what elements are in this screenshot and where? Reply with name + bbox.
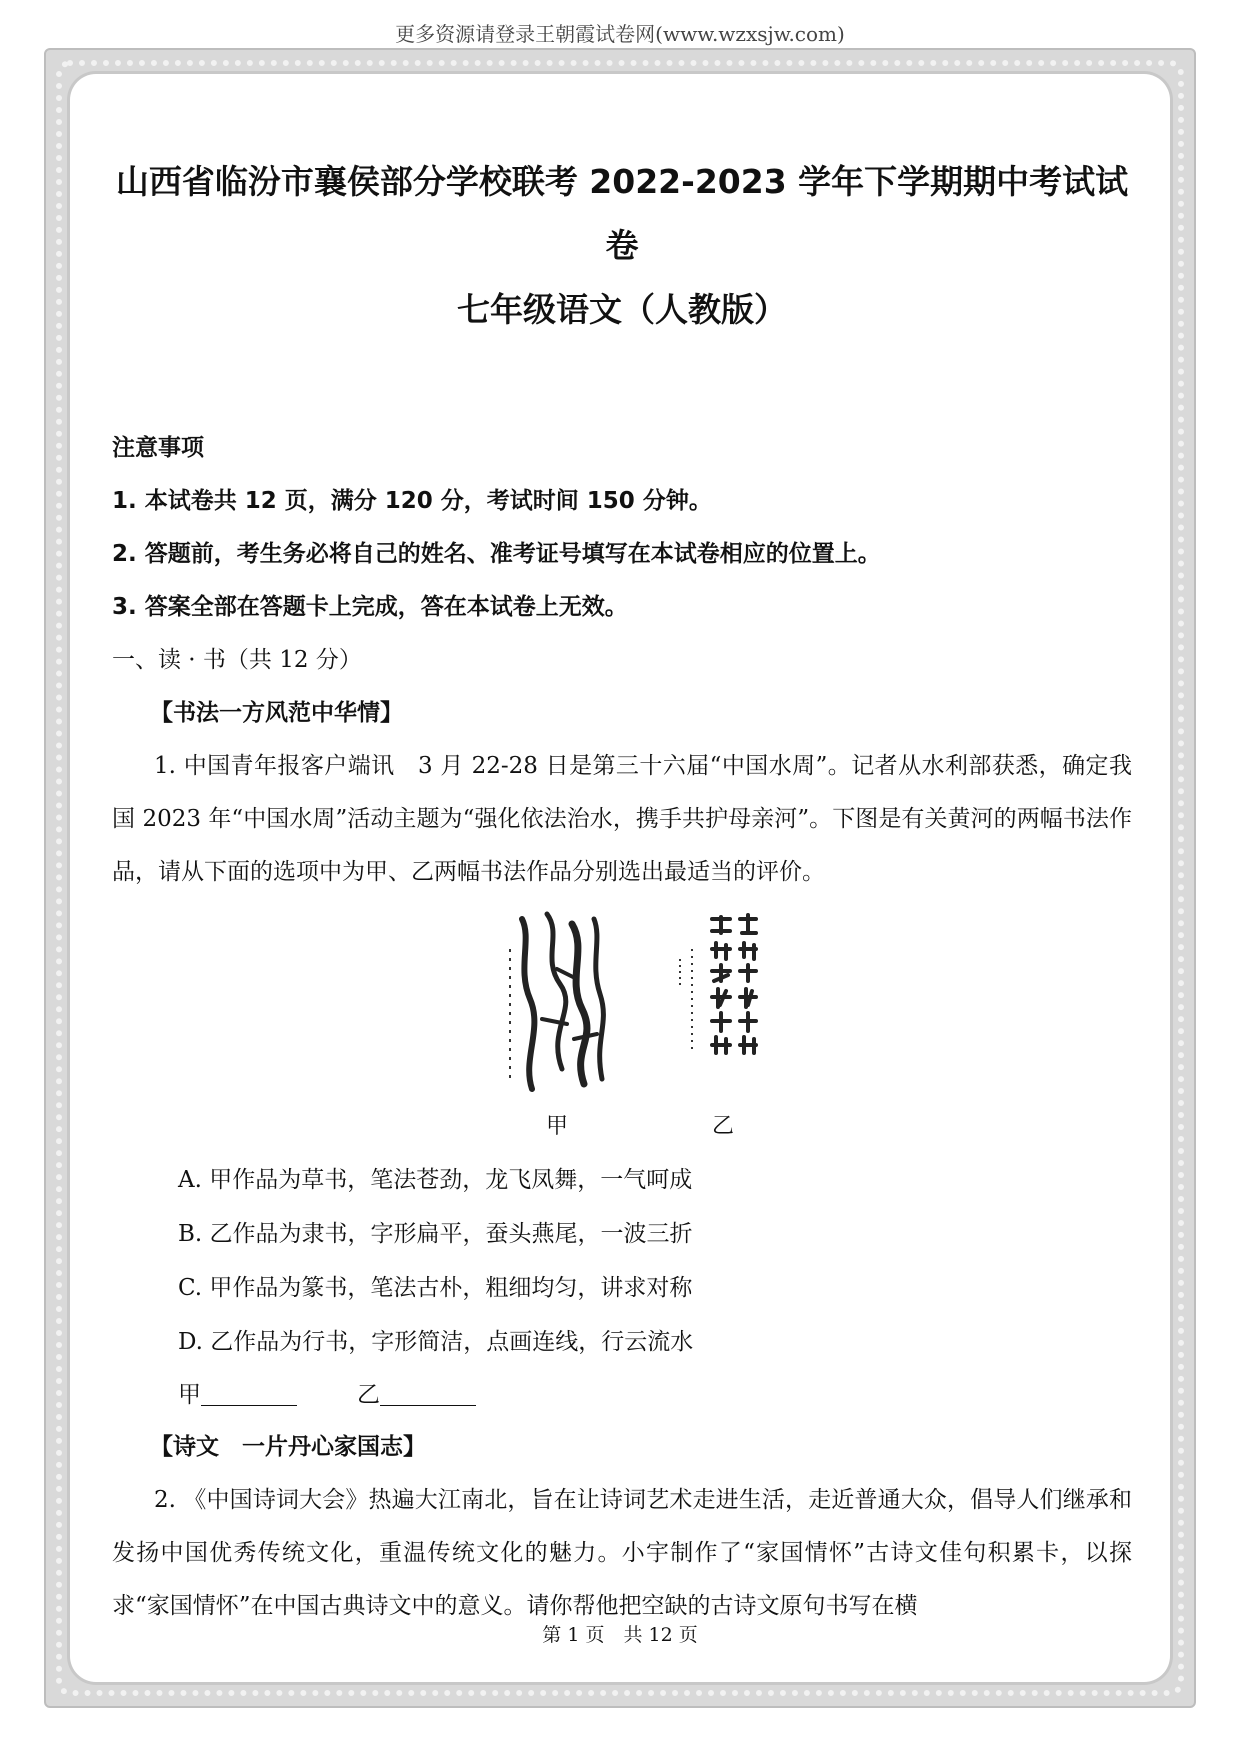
sub-heading-poetry: 【诗文 一片丹心家国志】 [150,1434,426,1460]
question-1-answer [112,1369,1132,1421]
question-1-text: 1. 中国青年报客户端讯 3 月 22-28 日是第三十六届“中国水周”。记者从水利部获悉，确定我国 2023 年“中国水周”活动主题为“强化依法治水，携手共护母亲河”。下图是有关黄河的两幅书法作品，请从下面的选项中为甲、乙两幅书法作品分别选出最适当的评价。 [112,753,1132,885]
page-number: 第 1 页 共 12 页 [542,1624,698,1646]
notes-item: 1. 本试卷共 12 页，满分 120 分，考试时间 150 分钟。 [112,488,712,514]
option-b: B. 乙作品为隶书，字形扁平，蚕头燕尾，一波三折 [178,1221,693,1247]
calligraphy-figure [112,909,1132,1149]
answer-yi-blank[interactable] [380,1379,476,1406]
label-jia: 甲 [546,1114,569,1139]
calligraphy-jia-image [502,909,612,1099]
section-heading: 一、读 · 书（共 12 分） [112,647,362,673]
notes-item: 2. 答题前，考生务必将自己的姓名、准考证号填写在本试卷相应的位置上。 [112,541,881,567]
calligraphy-yi-image [652,909,762,1099]
answer-jia-label: 甲 [178,1382,201,1408]
question-1-options [112,1153,1132,1369]
exam-content [112,150,1132,1633]
exam-subtitle: 七年级语文（人教版） [457,290,787,329]
question-2-text: 2. 《中国诗词大会》热遍大江南北，旨在让诗词艺术走进生活，走近普通大众，倡导人们继承和发扬中国优秀传统文化，重温传统文化的魅力。小宇制作了“家国情怀”古诗文佳句积累卡，以探求“家国情怀”在中国古典诗文中的意义。请你帮他把空缺的古诗文原句书写在横 [112,1487,1132,1619]
notes-heading: 注意事项 [112,435,204,461]
answer-jia-blank[interactable] [201,1379,297,1406]
option-a: A. 甲作品为草书，笔法苍劲，龙飞凤舞，一气呵成 [178,1167,693,1193]
option-c: C. 甲作品为篆书，笔法古朴，粗细均匀，讲求对称 [178,1275,693,1301]
notes-block [112,422,1132,634]
option-d: D. 乙作品为行书，字形简洁，点画连线，行云流水 [178,1329,694,1355]
exam-title: 山西省临汾市襄侯部分学校联考 2022-2023 学年下学期期中考试试卷 [115,162,1129,265]
site-banner: 更多资源请登录王朝霞试卷网(www.wzxsjw.com) [395,22,845,46]
answer-yi-label: 乙 [357,1382,380,1408]
notes-item: 3. 答案全部在答题卡上完成，答在本试卷上无效。 [112,594,628,620]
label-yi: 乙 [712,1114,735,1139]
sub-heading-calligraphy: 【书法一方风范中华情】 [150,700,403,726]
